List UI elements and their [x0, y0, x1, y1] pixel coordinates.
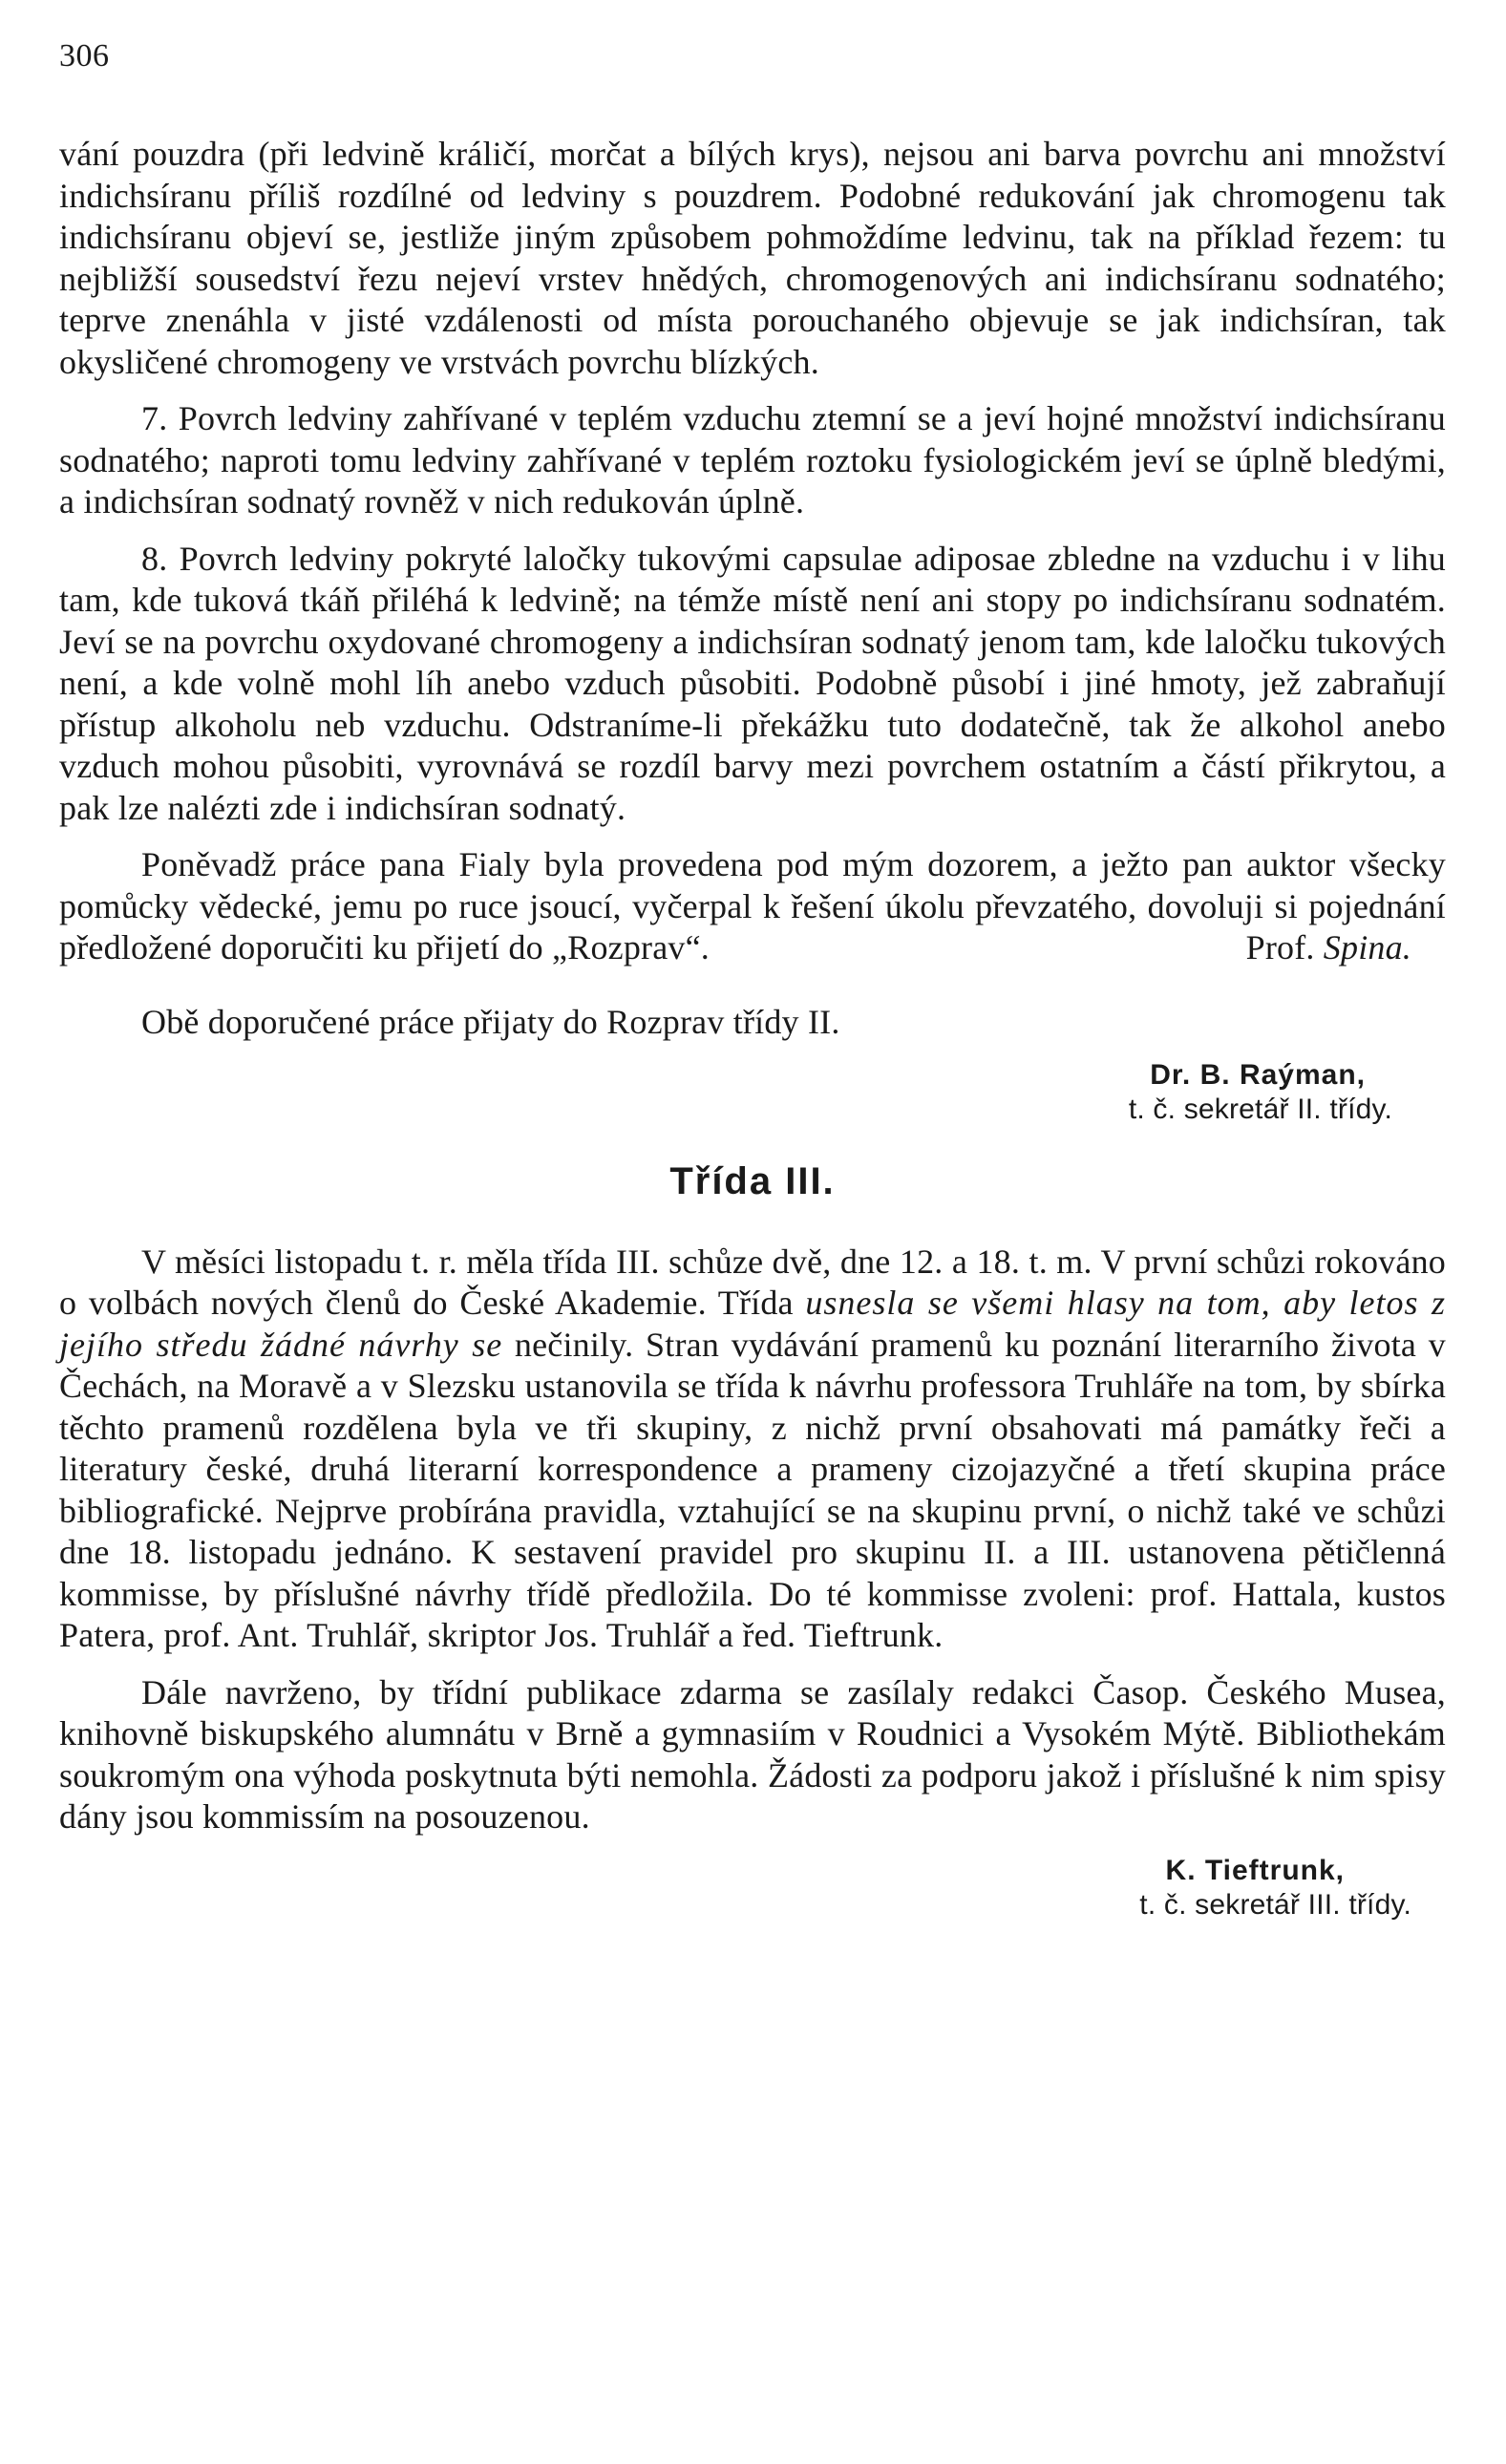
body-text [59, 134, 1446, 1922]
secretary-role: t. č. sekretář III. třídy. [1139, 1888, 1411, 1921]
paragraph-kidney-reduction: vání pouzdra (při ledvině králičí, morčat a bílých krys), nejsou ani barva povrchu ani množství indichsíranu příliš rozdílné od ledviny s pouzdrem. Podobné redukování jak chromogenu tak indichsíranu objeví se, jestliže jiným způsobem pohmoždíme ledvinu, tak na příklad řezem: tu nejbližší sousedství řezu nejeví vrstev hnědých, chromogenových ani indichsíranu sodnatého; teprve znenáhla v jisté vzdálenosti od místa porouchaného objevuje se jak indichsíran, tak okysličené chromogeny ve vrstvách povrchu blízkých. [59, 135, 1446, 381]
signature-class-2 [59, 1058, 1392, 1127]
page-number: 306 [59, 38, 110, 74]
secretary-name: Dr. B. Raýman, [1150, 1059, 1366, 1091]
paragraph-item-8: 8. Povrch ledviny pokryté laločky tukovými capsulae adiposae zbledne na vzduchu i v lihu tam, kde tuková tkáň přiléhá k ledvině; na témže místě není ani stopy po indichsíranu sodnatém. Jeví se na povrchu oxydované chromogeny a indichsíran sodnatý jenom tam, kde laločku tukových není, a kde volně mohl líh anebo vzduch působiti. Podobně působí i jiné hmoty, jež zabraňují přístup alkoholu neb vzduchu. Odstraníme-li překážku tuto dodatečně, tak že alkohol anebo vzduch mohou působiti, vyrovnává se rozdíl barvy mezi povrchem ostatním a částí přikrytou, a pak lze nalézti zde i indichsíran sodnatý. [59, 539, 1446, 827]
signature-name: Spina. [1323, 928, 1411, 966]
secretary-name: K. Tieftrunk, [1165, 1854, 1345, 1886]
signature-class-3 [59, 1854, 1411, 1922]
paragraph-recommendation: Poněvadž práce pana Fialy byla provedena pod mým dozorem, a ježto pan auktor všecky pomůcky vědecké, jemu po ruce jsoucí, vyčerpal k řešení úkolu převzatého, dovoluji si pojednání předložené doporučiti ku přijetí do „Rozprav“. [59, 845, 1446, 966]
signature-prefix: Prof. [1245, 928, 1315, 966]
section-title: Třída III. [669, 1160, 836, 1202]
paragraph-publications: Dále navrženo, by třídní publikace zdarma se zasílaly redakci Časop. Českého Musea, knihovně biskupského alumnátu v Brně a gymnasiím v Roudnici a Vysokém Mýtě. Bibliothekám soukromým ona výhoda poskytnuta býti nemohla. Žádosti za podporu jakož i příslušné k nim spisy dány jsou kommissím na posouzenou. [59, 1672, 1446, 1836]
paragraph-item-7: 7. Povrch ledviny zahřívané v teplém vzduchu ztemní se a jeví hojné množství indichsíranu sodnatého; naproti tomu ledviny zahřívané v teplém roztoku fysiologickém jeví se úplně bledými, a indichsíran sodnatý rovněž v nich redukován úplně. [59, 399, 1446, 520]
secretary-role: t. č. sekretář II. třídy. [1128, 1094, 1392, 1125]
emphasized-resolution: usnesla se všemi hlasy na tom, aby letos z jejího středu žádné návrhy se [59, 1284, 1446, 1364]
paragraph-class-3-meetings: V měsíci listopadu t. r. měla třída III. schůze dvě, dne 12. a 18. t. m. V první schůzi rokováno o volbách nových členů do České Akademie. Třída usnesla se všemi hlasy na tom, aby letos z jejího středu žádné návrhy se nečinily. Stran vydávání pramenů ku poznání literarního života v Čechách, na Moravě a v Slezsku ustanovila se třída k návrhu professora Truhláře na tom, by sbírka těchto pramenů rozdělena byla ve tři skupiny, z nichž první obsahovati má památky řeči a literatury české, druhá literarní korrespondence a prameny cizojazyčné a třetí skupina práce bibliografické. Nejprve probírána pravidla, vztahující se na skupinu první, o nichž také ve schůzi dne 18. listopadu jednáno. K sestavení pravidel pro skupinu II. a III. ustanovena pětičlenná kommisse, by příslušné návrhy třídě předložila. Do té kommisse zvoleni: prof. Hattala, kustos Patera, prof. Ant. Truhlář, skriptor Jos. Truhlář a řed. Tieftrunk. [59, 1242, 1446, 1654]
paragraph-accepted: Obě doporučené práce přijaty do Rozprav třídy II. [141, 1002, 840, 1041]
